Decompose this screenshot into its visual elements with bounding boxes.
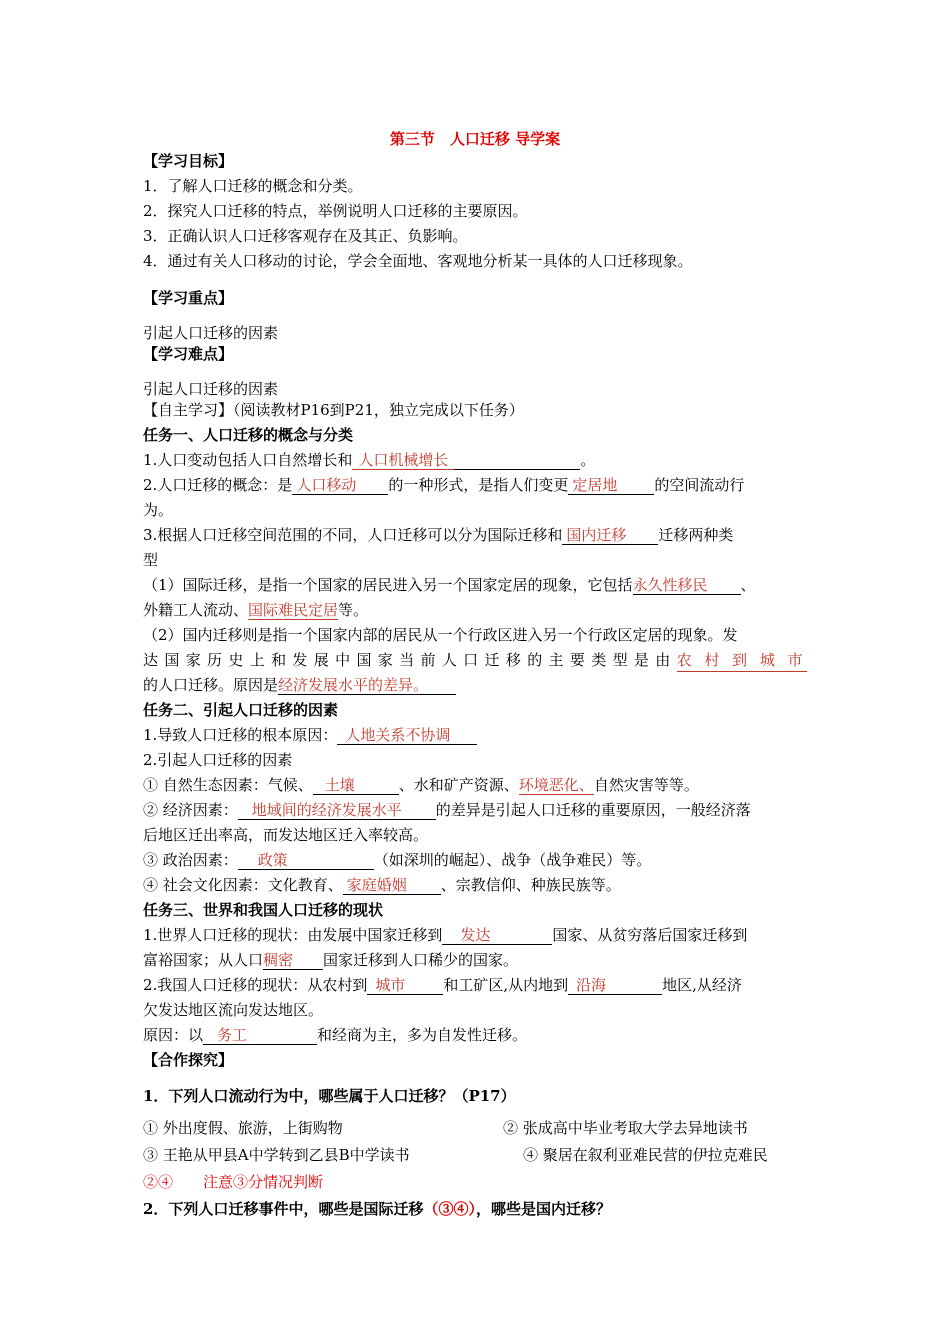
char: 口	[463, 651, 479, 669]
answer-blank	[238, 801, 436, 820]
char: 达	[143, 651, 159, 669]
answer-text: 人口移动	[296, 476, 357, 494]
task1-q3-wrap: 型	[143, 551, 159, 569]
q-text: 国家迁移到人口稀少的国家。	[323, 951, 519, 969]
q-text: 的人口迁移。原因是	[143, 676, 279, 694]
answer-blank	[568, 976, 662, 995]
q-text: 国家、从贫穷落后国家迁移到	[552, 926, 748, 944]
q-text: 2.人口迁移的概念：是	[143, 476, 293, 494]
q-text: 富裕国家；从人口	[143, 951, 264, 969]
char: 家	[377, 651, 393, 669]
answer-text: 城市	[375, 976, 406, 994]
difficulty-text: 引起人口迁移的因素	[143, 380, 279, 398]
q-text: ④ 社会文化因素：文化教育、	[143, 876, 343, 894]
char: 中	[335, 651, 351, 669]
answer-blank	[367, 976, 443, 995]
difficulty-heading: 【学习难点】	[143, 345, 234, 363]
q-text: ② 经济因素：	[143, 801, 238, 819]
q-text: 和工矿区,从内地到	[443, 976, 569, 994]
char: 要	[569, 651, 585, 669]
char: 迁	[484, 651, 500, 669]
q-text: 1.导致人口迁移的根本原因：	[143, 726, 338, 744]
char: 家	[185, 651, 201, 669]
char: 和	[271, 651, 287, 669]
q-text: 、水和矿产资源、	[398, 776, 519, 794]
char: 型	[612, 651, 628, 669]
task3-q2	[143, 974, 742, 996]
answer-blank	[263, 951, 323, 970]
task2-f2-wrap: 后地区迁出率高，而发达地区迁入率较高。	[143, 826, 429, 844]
task1-s1b	[143, 599, 368, 621]
q-text: 1.世界人口迁移的现状：由发展中国家迁移到	[143, 926, 443, 944]
char: 由	[655, 651, 671, 669]
answer-text: 农 村 到 城 市	[677, 649, 807, 672]
q-text: 的一种形式，是指人们变更	[388, 476, 569, 494]
q-text: 。	[580, 451, 596, 469]
task2-heading: 任务二、引起人口迁移的因素	[143, 701, 339, 719]
char: 主	[548, 651, 564, 669]
q-text: 3.根据人口迁移空间范围的不同，人口迁移可以分为国际迁移和	[143, 526, 563, 544]
task1-s2-line3	[143, 674, 456, 696]
q-text: 的空间流动行	[654, 476, 745, 494]
key-point-heading: 【学习重点】	[143, 289, 234, 307]
task1-q3	[143, 524, 733, 546]
answer-text: 经济发展水平的差异。	[278, 676, 429, 694]
self-study-heading: 【自主学习】（阅读教材P16到P21，独立完成以下任务）	[143, 401, 524, 419]
answer-blank	[562, 526, 658, 545]
answer-blank	[633, 576, 741, 595]
answer-blank	[238, 851, 374, 870]
task2-f4	[143, 874, 621, 896]
char: 类	[591, 651, 607, 669]
char: 发	[292, 651, 308, 669]
q-text: 和经商为主，多为自发性迁移。	[317, 1026, 528, 1044]
coop-q2	[143, 1198, 611, 1220]
answer-text: 稠密	[263, 951, 294, 969]
char: 上	[249, 651, 265, 669]
char: 前	[420, 651, 436, 669]
answer-text: 国内迁移	[566, 526, 627, 544]
answer-blank	[203, 1026, 317, 1045]
q-text: 外籍工人流动、	[143, 601, 249, 619]
answer-blank	[292, 476, 388, 495]
q-text: 原因：以	[143, 1026, 204, 1044]
char: 国	[164, 651, 180, 669]
answer-blank	[352, 451, 580, 470]
task2-f1	[143, 774, 699, 796]
key-point-text: 引起人口迁移的因素	[143, 324, 279, 342]
q-text: ① 自然生态因素：气候、	[143, 776, 313, 794]
q-text: 1.人口变动包括人口自然增长和	[143, 451, 353, 469]
answer-text: 发达	[460, 926, 491, 944]
task2-f2	[143, 799, 751, 821]
q-text: 迁移两种类	[658, 526, 734, 544]
q-text: ③ 政治因素：	[143, 851, 238, 869]
coop-q1: 1．下列人口流动行为中，哪些属于人口迁移？（P17）	[143, 1087, 516, 1105]
answer-text: 人地关系不协调	[345, 726, 451, 744]
char: 国	[356, 651, 372, 669]
char: 的	[527, 651, 543, 669]
coop-heading: 【合作探究】	[143, 1051, 234, 1069]
q-text: 、	[740, 576, 756, 594]
goal-item: 3．正确认识人口迁移客观存在及其正、负影响。	[143, 227, 468, 245]
task3-q1	[143, 924, 747, 946]
task1-q2-wrap: 为。	[143, 501, 174, 519]
answer-text: 国际难民定居	[248, 601, 339, 619]
task3-reason	[143, 1024, 527, 1046]
char: 人	[441, 651, 457, 669]
task3-heading: 任务三、世界和我国人口迁移的现状	[143, 901, 384, 919]
task2-f3	[143, 849, 651, 871]
q-text: （1）国际迁移，是指一个国家的居民进入另一个国家定居的现象，它包括	[143, 576, 633, 594]
task2-q2: 2.引起人口迁移的因素	[143, 751, 293, 769]
answer-blank	[278, 676, 456, 695]
answer-blank	[442, 926, 552, 945]
q-text: 2．下列人口迁移事件中，哪些是国际迁移	[143, 1200, 424, 1218]
task1-q2	[143, 474, 744, 496]
coop-option-4: ④ 聚居在叙利亚难民营的伊拉克难民	[523, 1146, 768, 1164]
page-title: 第三节 人口迁移 导学案	[389, 130, 561, 148]
char: 展	[313, 651, 329, 669]
answer-text: 沿海	[576, 976, 607, 994]
answer-text: 永久性移民	[632, 576, 708, 594]
coop-option-2: ② 张成高中毕业考取大学去异地读书	[503, 1119, 748, 1137]
q-text: 2.我国人口迁移的现状：从农村到	[143, 976, 368, 994]
answer-text: 务工	[217, 1026, 248, 1044]
task1-s2-line2	[143, 649, 807, 672]
answer-blank	[313, 776, 399, 795]
q-text: 的差异是引起人口迁移的重要原因，一般经济落	[435, 801, 751, 819]
q-text: ，哪些是国内迁移？	[475, 1200, 611, 1218]
char: 历	[207, 651, 223, 669]
answer-blank	[343, 876, 441, 895]
goal-item: 4．通过有关人口移动的讨论，学会全面地、客观地分析某一具体的人口迁移现象。	[143, 252, 693, 270]
goal-item: 2．探究人口迁移的特点，举例说明人口迁移的主要原因。	[143, 202, 528, 220]
char: 移	[505, 651, 521, 669]
q-text: 等。	[338, 601, 369, 619]
answer-blank	[568, 476, 654, 495]
coop-q1-answer: ②④ 注意③分情况判断	[143, 1173, 324, 1191]
answer-text: 地域间的经济发展水平	[251, 801, 402, 819]
answer-text: 人口机械增长	[352, 451, 454, 470]
char: 史	[228, 651, 244, 669]
char: 是	[633, 651, 649, 669]
q-text: 、宗教信仰、种族民族等。	[440, 876, 621, 894]
task1-s2-line1: （2）国内迁移则是指一个国家内部的居民从一个行政区进入另一个行政区定居的现象。发	[143, 626, 738, 644]
coop-option-3: ③ 王艳从甲县A中学转到乙县B中学读书	[143, 1146, 410, 1164]
task1-q1	[143, 449, 595, 471]
answer-text: 环境恶化、	[518, 776, 594, 794]
coop-option-1: ① 外出度假、旅游，上街购物	[143, 1119, 343, 1137]
goal-item: 1．了解人口迁移的概念和分类。	[143, 177, 363, 195]
task2-q1	[143, 724, 477, 746]
answer-text: 政策	[257, 851, 288, 869]
answer-text: 土壤	[324, 776, 355, 794]
answer-text: 家庭婚姻	[346, 876, 407, 894]
task1-heading: 任务一、人口迁移的概念与分类	[143, 426, 354, 444]
char: 当	[399, 651, 415, 669]
task3-q1b	[143, 949, 518, 971]
answer-text: （③④）	[423, 1200, 476, 1218]
q-text: 地区,从经济	[662, 976, 742, 994]
goals-heading: 【学习目标】	[143, 152, 234, 170]
task3-q2-wrap: 欠发达地区流向发达地区。	[143, 1001, 324, 1019]
answer-blank	[337, 726, 477, 745]
q-text: （如深圳的崛起）、战争（战争难民）等。	[373, 851, 652, 869]
answer-text: 定居地	[572, 476, 618, 494]
q-text: 自然灾害等等。	[593, 776, 699, 794]
task1-s1	[143, 574, 756, 596]
